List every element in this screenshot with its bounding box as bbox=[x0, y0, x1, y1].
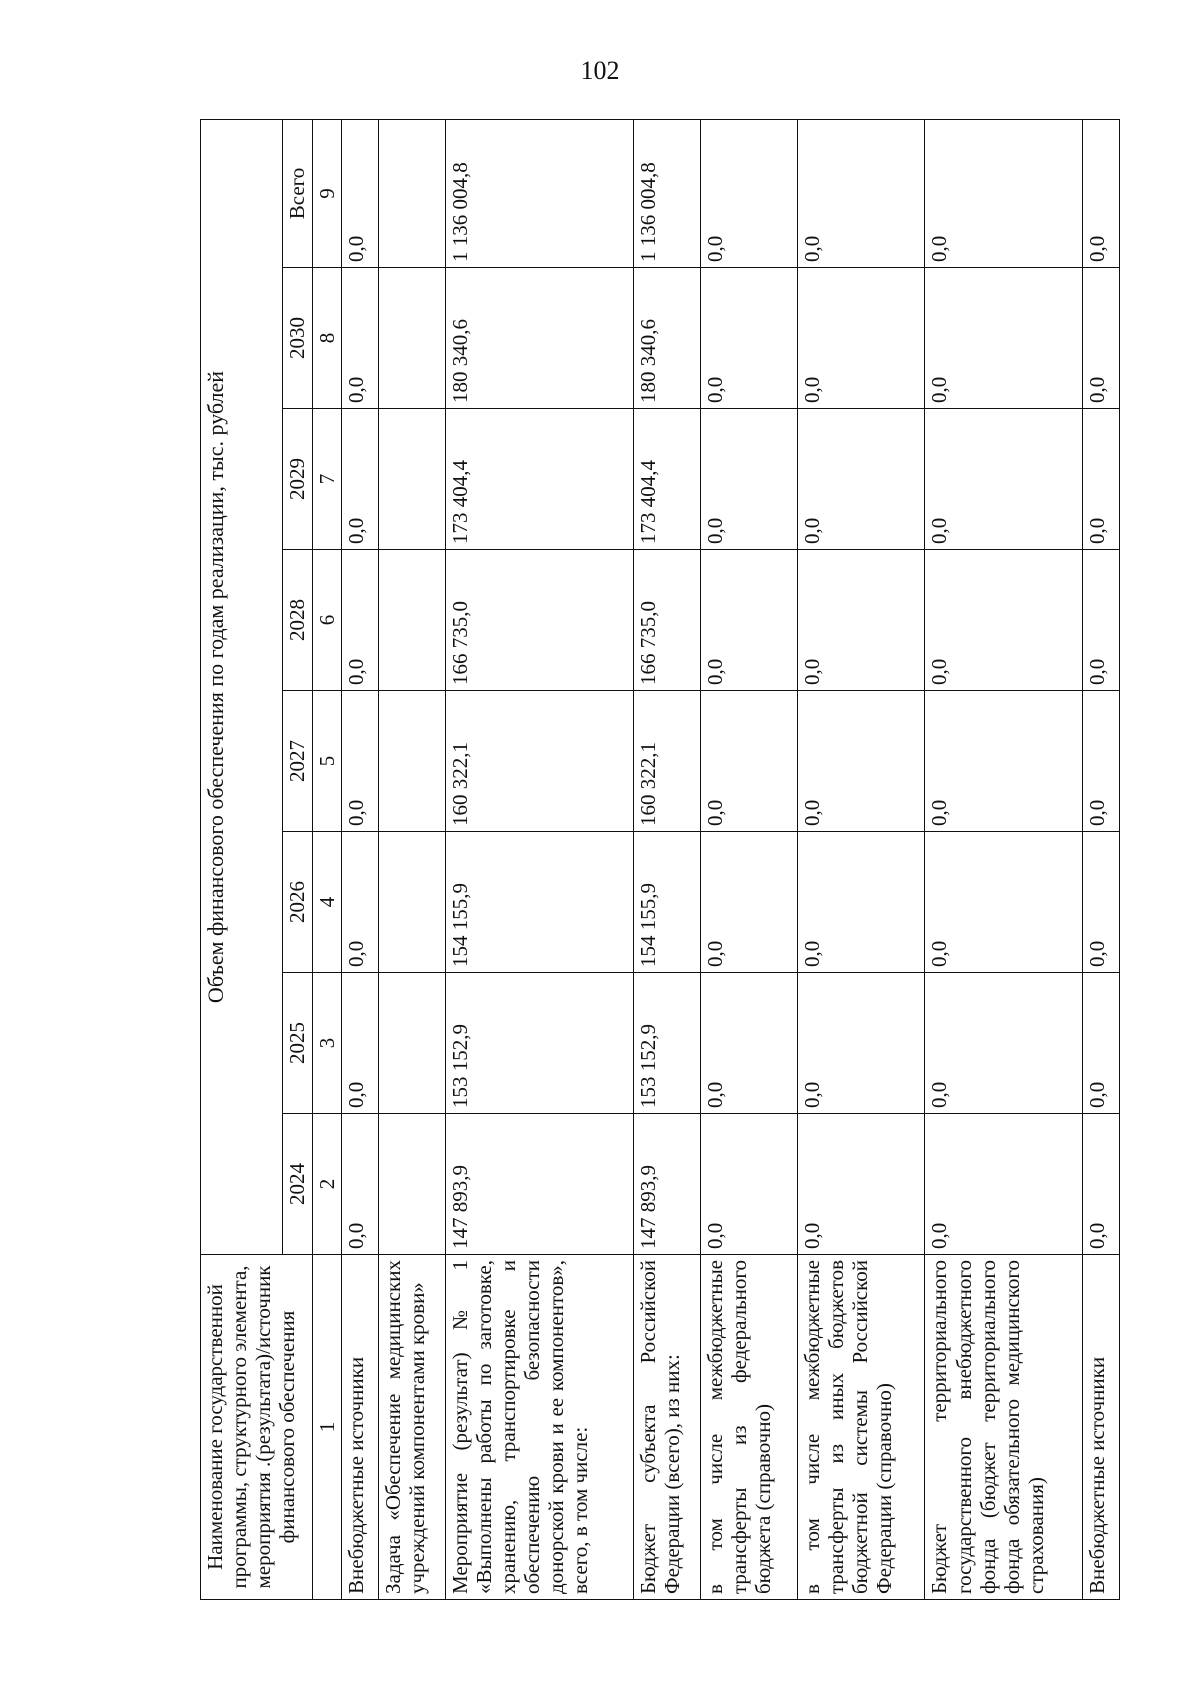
row-value: 154 155,9 bbox=[633, 832, 700, 973]
row-total: 0,0 bbox=[342, 119, 379, 267]
row-total: 0,0 bbox=[797, 119, 925, 267]
row-value: 0,0 bbox=[700, 550, 797, 691]
table-row bbox=[342, 119, 379, 1599]
row-value: 0,0 bbox=[925, 268, 1083, 409]
column-number: 7 bbox=[313, 409, 342, 550]
row-value: 0,0 bbox=[342, 691, 379, 832]
row-name: Мероприятие (результат) № 1 «Выполнены работы по заготовке, хранению, транспортировке и обеспечению безопасности донорской крови и ее компонентов», всего, в том числе: bbox=[445, 1255, 633, 1600]
row-value: 160 322,1 bbox=[445, 691, 633, 832]
row-value bbox=[378, 1114, 445, 1255]
row-value: 0,0 bbox=[797, 973, 925, 1114]
row-value: 0,0 bbox=[925, 973, 1083, 1114]
name-column-header: Наименование государственной программы, структурного элемента, мероприятия .(результата)/источник финансового обеспечения bbox=[201, 1255, 313, 1600]
row-value: 0,0 bbox=[1083, 973, 1120, 1114]
row-value: 153 152,9 bbox=[633, 973, 700, 1114]
column-number: 6 bbox=[313, 550, 342, 691]
row-value: 0,0 bbox=[700, 1114, 797, 1255]
year-header: 2025 bbox=[283, 973, 313, 1114]
row-total: 0,0 bbox=[1083, 119, 1120, 267]
row-value: 0,0 bbox=[797, 832, 925, 973]
column-number: 3 bbox=[313, 973, 342, 1114]
row-value: 0,0 bbox=[700, 691, 797, 832]
row-value: 0,0 bbox=[342, 1114, 379, 1255]
row-value: 0,0 bbox=[700, 268, 797, 409]
row-name: в том числе межбюджетные трансферты из иных бюджетов бюджетной системы Российской Федерации (справочно) bbox=[797, 1255, 925, 1600]
row-value: 0,0 bbox=[925, 409, 1083, 550]
year-header: 2029 bbox=[283, 409, 313, 550]
row-value: 0,0 bbox=[797, 409, 925, 550]
row-name: Бюджет территориального государственного внебюджетного фонда (бюджет территориального фонда обязательного медицинского страхования) bbox=[925, 1255, 1083, 1600]
row-value: 0,0 bbox=[342, 550, 379, 691]
table-row bbox=[925, 119, 1083, 1599]
table-row bbox=[378, 119, 445, 1599]
row-total: 0,0 bbox=[700, 119, 797, 267]
row-total bbox=[378, 119, 445, 267]
row-value: 0,0 bbox=[342, 268, 379, 409]
row-value: 0,0 bbox=[925, 1114, 1083, 1255]
rotated-table-container bbox=[200, 120, 1120, 1600]
row-value: 147 893,9 bbox=[445, 1114, 633, 1255]
table-row bbox=[633, 119, 700, 1599]
row-value: 147 893,9 bbox=[633, 1114, 700, 1255]
financing-table bbox=[200, 119, 1120, 1600]
row-value: 0,0 bbox=[1083, 832, 1120, 973]
row-value: 0,0 bbox=[342, 409, 379, 550]
table-row bbox=[797, 119, 925, 1599]
row-value: 0,0 bbox=[1083, 268, 1120, 409]
row-value bbox=[378, 268, 445, 409]
row-total: 1 136 004,8 bbox=[633, 119, 700, 267]
row-value: 0,0 bbox=[1083, 1114, 1120, 1255]
row-value: 0,0 bbox=[925, 691, 1083, 832]
row-value: 180 340,6 bbox=[633, 268, 700, 409]
row-value: 0,0 bbox=[797, 691, 925, 832]
row-value: 0,0 bbox=[342, 832, 379, 973]
row-value: 173 404,4 bbox=[633, 409, 700, 550]
row-total: 0,0 bbox=[925, 119, 1083, 267]
row-value: 173 404,4 bbox=[445, 409, 633, 550]
row-total: 1 136 004,8 bbox=[445, 119, 633, 267]
row-value: 0,0 bbox=[797, 550, 925, 691]
row-name: Бюджет субъекта Российской Федерации (всего), из них: bbox=[633, 1255, 700, 1600]
row-value: 180 340,6 bbox=[445, 268, 633, 409]
row-value: 0,0 bbox=[1083, 691, 1120, 832]
row-value bbox=[378, 832, 445, 973]
row-value: 0,0 bbox=[1083, 550, 1120, 691]
row-value: 0,0 bbox=[342, 973, 379, 1114]
table-row bbox=[1083, 119, 1120, 1599]
row-value: 0,0 bbox=[1083, 409, 1120, 550]
row-value: 0,0 bbox=[925, 550, 1083, 691]
table-row bbox=[700, 119, 797, 1599]
row-value: 154 155,9 bbox=[445, 832, 633, 973]
row-value: 0,0 bbox=[925, 832, 1083, 973]
row-value bbox=[378, 409, 445, 550]
column-number: 9 bbox=[313, 119, 342, 267]
year-header: 2028 bbox=[283, 550, 313, 691]
row-value: 160 322,1 bbox=[633, 691, 700, 832]
page-number: 102 bbox=[580, 56, 620, 85]
row-value: 0,0 bbox=[797, 1114, 925, 1255]
row-value: 166 735,0 bbox=[445, 550, 633, 691]
year-header: 2024 bbox=[283, 1114, 313, 1255]
row-value bbox=[378, 550, 445, 691]
row-value: 153 152,9 bbox=[445, 973, 633, 1114]
total-header: Всего bbox=[283, 119, 313, 267]
column-number: 8 bbox=[313, 268, 342, 409]
year-header: 2030 bbox=[283, 268, 313, 409]
table-body bbox=[342, 119, 1120, 1599]
row-value: 0,0 bbox=[700, 409, 797, 550]
funding-group-header: Объем финансового обеспечения по годам реализации, тыс. рублей bbox=[201, 119, 283, 1254]
row-value: 0,0 bbox=[700, 832, 797, 973]
row-value: 0,0 bbox=[797, 268, 925, 409]
row-value bbox=[378, 691, 445, 832]
column-number: 5 bbox=[313, 691, 342, 832]
row-name: в том числе межбюджетные трансферты из федерального бюджета (справочно) bbox=[700, 1255, 797, 1600]
year-header: 2026 bbox=[283, 832, 313, 973]
column-number: 1 bbox=[313, 1255, 342, 1600]
column-number: 4 bbox=[313, 832, 342, 973]
year-header: 2027 bbox=[283, 691, 313, 832]
row-name: Внебюджетные источники bbox=[342, 1255, 379, 1600]
row-name: Внебюджетные источники bbox=[1083, 1255, 1120, 1600]
row-value: 166 735,0 bbox=[633, 550, 700, 691]
row-value: 0,0 bbox=[700, 973, 797, 1114]
row-value bbox=[378, 973, 445, 1114]
table-row bbox=[445, 119, 633, 1599]
row-name: Задача «Обеспечение медицинских учреждений компонентами крови» bbox=[378, 1255, 445, 1600]
column-number: 2 bbox=[313, 1114, 342, 1255]
